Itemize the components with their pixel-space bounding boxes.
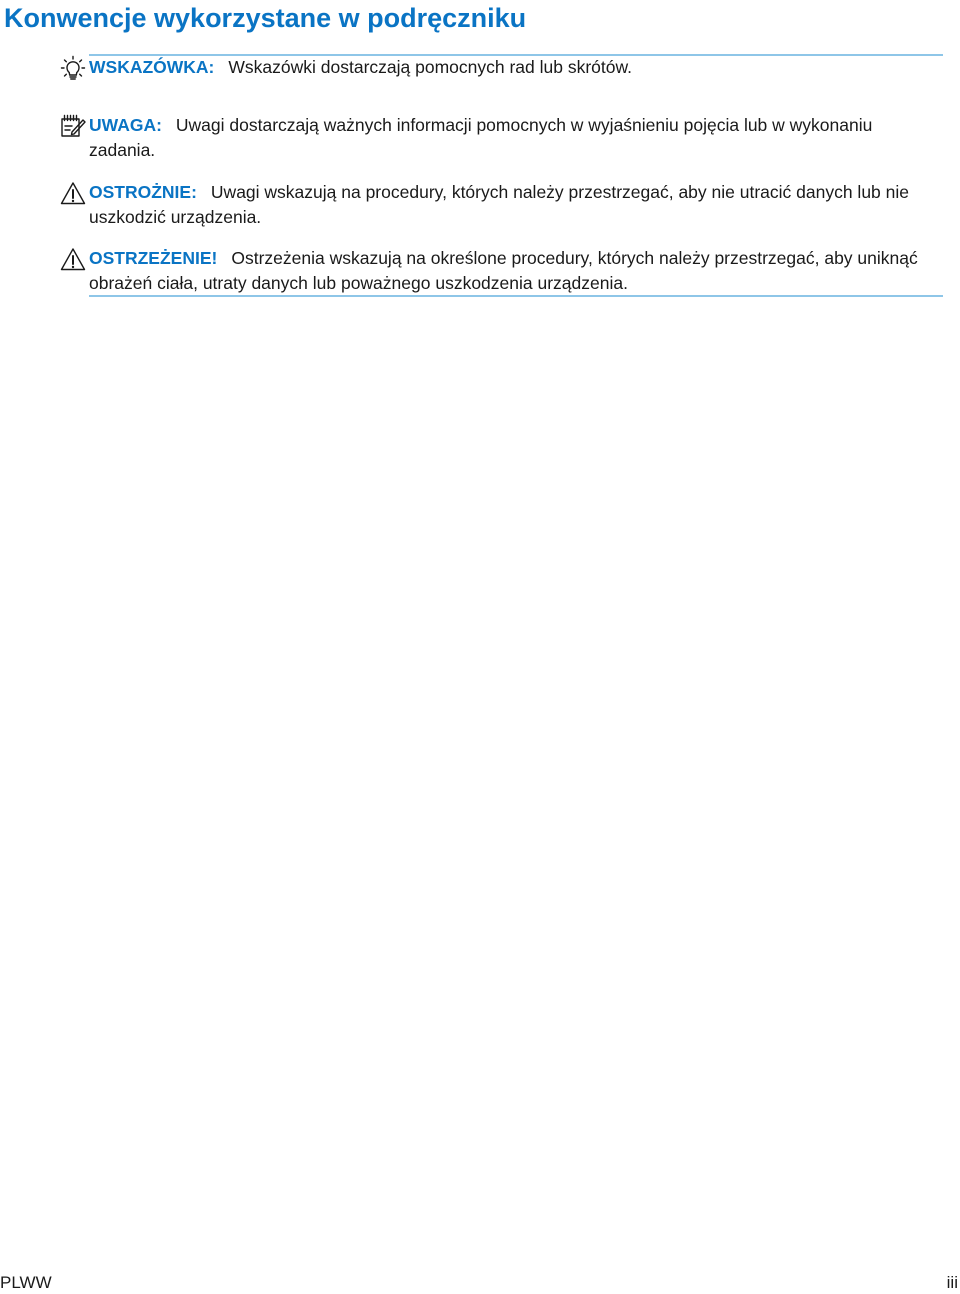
warning-text: Ostrzeżenia wskazują na określone procedury, których należy przestrzegać, aby uniknąć obrażeń ciała, utraty danych lub poważnego uszkodzenia urządzenia. [89,248,918,293]
warning-text-block [89,246,940,295]
note-text-block [89,113,940,162]
lightbulb-icon [60,55,86,81]
caution-text: Uwagi wskazują na procedury, których należy przestrzegać, aby nie utracić danych lub nie uszkodzić urządzenia. [89,182,909,227]
warning-note [60,246,940,295]
caution-text-block [89,180,940,229]
tip-label: WSKAZÓWKA: [89,57,215,77]
tip-text-block [89,55,940,80]
footer-document-code: PLWW [0,1273,52,1292]
tip-text: Wskazówki dostarczają pomocnych rad lub skrótów. [228,57,633,77]
notepad-icon [60,113,86,139]
page-title: Konwencje wykorzystane w podręczniku [4,3,527,33]
note-text: Uwagi dostarczają ważnych informacji pomocnych w wyjaśnieniu pojęcia lub w wykonaniu zadania. [89,115,873,160]
warning-triangle-icon [60,246,86,272]
caution-note [60,180,940,229]
tip-note [60,55,940,80]
warning-label: OSTRZEŻENIE! [89,248,218,268]
note-label: UWAGA: [89,115,162,135]
caution-label: OSTROŻNIE: [89,182,197,202]
note-note [60,113,940,162]
footer-page-number: iii [946,1273,958,1292]
notes-bottom-rule [89,295,943,297]
warning-triangle-icon [60,180,86,206]
